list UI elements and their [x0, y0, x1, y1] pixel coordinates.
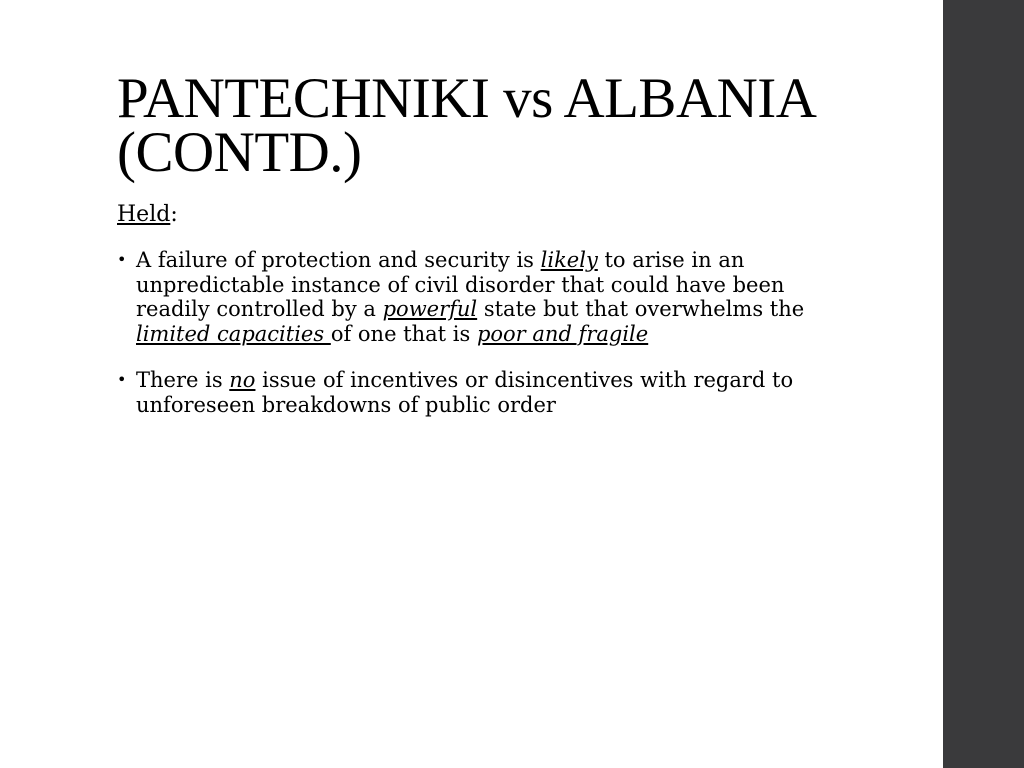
emphasized-text: limited capacities	[136, 321, 331, 346]
bullet-text: of one that is	[330, 321, 477, 346]
bullet-text: to arise in an unpredictable instance of civil disorder that could have been readily controlled by a	[136, 248, 785, 321]
bullet-item	[117, 248, 817, 346]
bullet-text: state but that overwhelms the	[477, 297, 805, 321]
bullet-text: There is	[136, 368, 230, 392]
slide-title-line-1: PANTECHNIKI vs ALBANIA	[117, 67, 817, 130]
bullet-item	[117, 368, 817, 417]
held-colon: :	[170, 202, 178, 227]
held-heading	[117, 202, 917, 228]
emphasized-text: no	[229, 368, 256, 392]
bullet-text: A failure of protection and security is	[136, 248, 541, 272]
slide-title	[117, 67, 917, 184]
emphasized-text: powerful	[382, 297, 478, 321]
side-accent-bar	[943, 0, 1024, 768]
held-label: Held	[117, 202, 171, 227]
bullet-dot-icon: •	[117, 370, 127, 389]
emphasized-text: poor and fragile	[476, 321, 649, 346]
slide-content	[117, 67, 917, 439]
bullet-text: issue of incentives or disincentives with regard to unforeseen breakdowns of public order	[136, 368, 794, 417]
bullet-list	[117, 248, 817, 417]
slide-title-line-2: (CONTD.)	[117, 121, 362, 184]
bullet-dot-icon: •	[117, 250, 127, 269]
emphasized-text: likely	[540, 248, 598, 272]
